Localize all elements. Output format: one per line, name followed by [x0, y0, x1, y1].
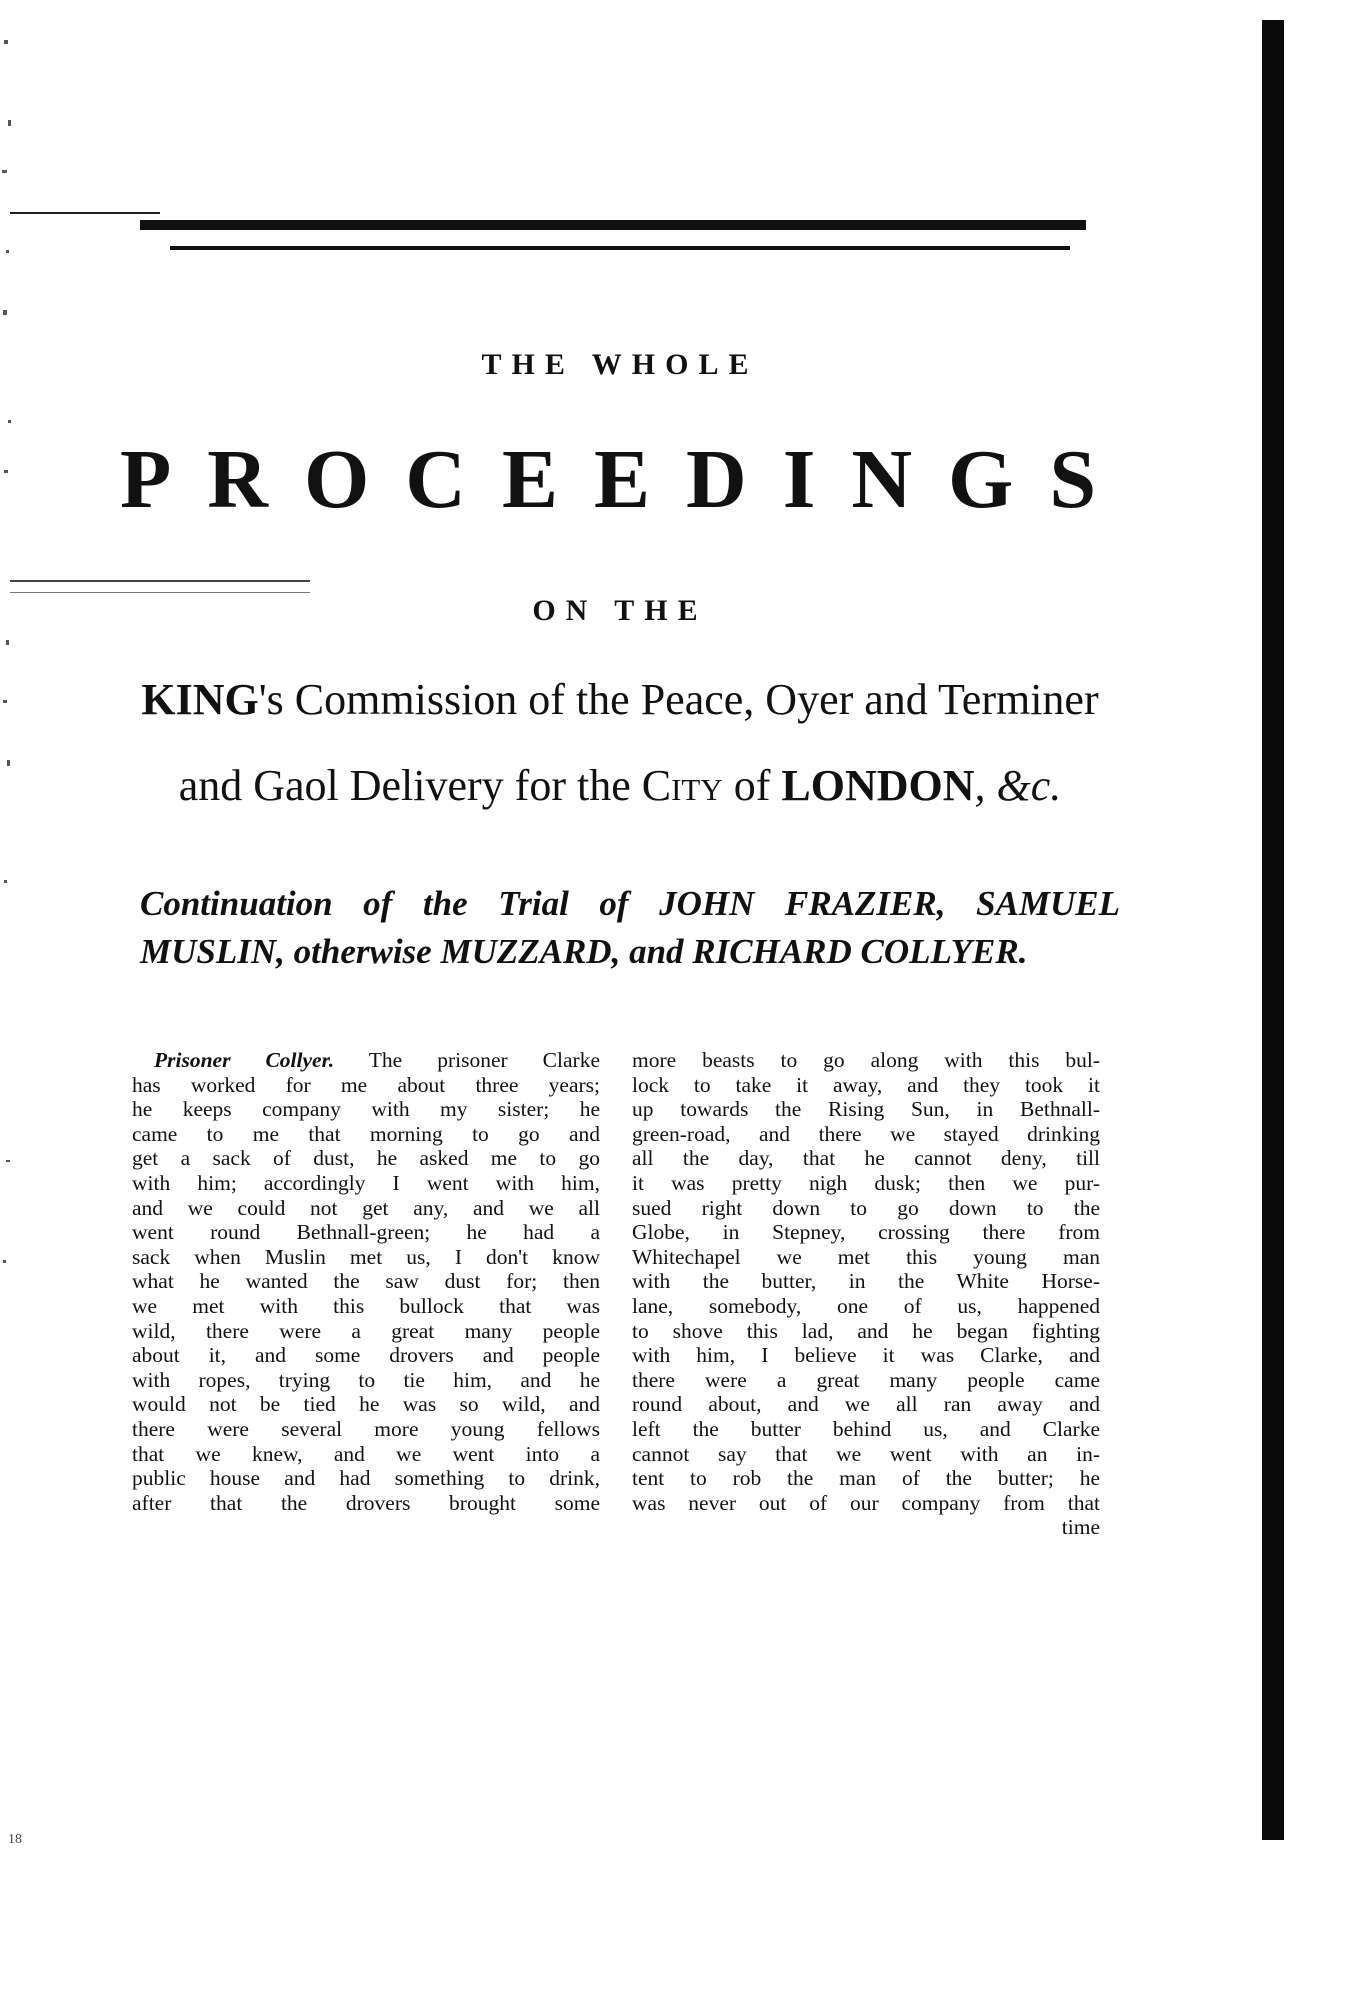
binding-shadow-bar [1262, 20, 1284, 1840]
column-line: sack when Muslin met us, I don't know [132, 1244, 600, 1269]
column-line: he keeps company with my sister; he [132, 1097, 600, 1122]
column-line: would not be tied he was so wild, and [132, 1392, 600, 1417]
text-column-left [132, 1048, 600, 1515]
column-line: up towards the Rising Sun, in Bethnall- [632, 1097, 1100, 1122]
commission-text: of [722, 761, 782, 810]
column-line: and we could not get any, and we all [132, 1195, 600, 1220]
column-line: that we knew, and we went into a [132, 1441, 600, 1466]
column-line: with him; accordingly I went with him, [132, 1170, 600, 1195]
column-line: round about, and we all ran away and [632, 1392, 1100, 1417]
commission-line-2 [120, 758, 1120, 814]
column-line: Globe, in Stepney, crossing there from [632, 1220, 1100, 1245]
column-line: lock to take it away, and they took it [632, 1072, 1100, 1097]
column-line: with the butter, in the White Horse- [632, 1269, 1100, 1294]
column-line: left the butter behind us, and Clarke [632, 1416, 1100, 1441]
column-line [132, 1048, 600, 1073]
commission-text: 's Commission of the Peace, Oyer and Terminer [258, 675, 1099, 724]
column-line: went round Bethnall-green; he had a [132, 1220, 600, 1245]
column-line: wild, there were a great many people [132, 1318, 600, 1343]
column-line: came to me that morning to go and [132, 1121, 600, 1146]
column-line: we met with this bullock that was [132, 1293, 600, 1318]
commission-text: and Gaol Delivery for the [178, 761, 642, 810]
column-line: green-road, and there we stayed drinking [632, 1121, 1100, 1146]
top-thick-rule [140, 220, 1086, 230]
column-line: about it, and some drovers and people [132, 1343, 600, 1368]
title-proceedings: PROCEEDINGS [120, 433, 1133, 526]
title-line-the-whole: THE WHOLE [481, 348, 759, 381]
top-thin-rule [170, 246, 1070, 250]
column-line: after that the drovers brought some [132, 1490, 600, 1515]
column-line: what he wanted the saw dust for; then [132, 1269, 600, 1294]
scan-edge-specks [0, 0, 30, 2000]
speaker-label: Prisoner Collyer. [154, 1048, 335, 1072]
column-line-text: The prisoner Clarke [334, 1048, 600, 1072]
column-line: it was pretty nigh dusk; then we pur- [632, 1170, 1100, 1195]
left-margin-rule [10, 212, 160, 214]
catchword: time [1061, 1515, 1100, 1540]
text-column-right [632, 1048, 1100, 1540]
column-line: was never out of our company from that [632, 1490, 1100, 1515]
commission-london: LONDON [781, 761, 975, 810]
commission-etc: , &c. [974, 761, 1062, 810]
column-line: Whitechapel we met this young man [632, 1244, 1100, 1269]
left-margin-rule [10, 580, 310, 582]
column-line: cannot say that we went with an in- [632, 1441, 1100, 1466]
column-line: all the day, that he cannot deny, till [632, 1146, 1100, 1171]
column-line: there were several more young fellows [132, 1416, 600, 1441]
column-line: tent to rob the man of the butter; he [632, 1466, 1100, 1491]
column-line: sued right down to go down to the [632, 1195, 1100, 1220]
margin-mark: 18 [8, 1832, 22, 1847]
column-line: with ropes, trying to tie him, and he [132, 1367, 600, 1392]
column-line: lane, somebody, one of us, happened [632, 1293, 1100, 1318]
commission-king: KING [141, 675, 259, 724]
commission-city: City [641, 761, 723, 810]
column-line: to shove this lad, and he began fighting [632, 1318, 1100, 1343]
column-line: get a sack of dust, he asked me to go [132, 1146, 600, 1171]
trial-title-line: MUSLIN, otherwise MUZZARD, and RICHARD COLLYER. [140, 932, 1028, 971]
trial-title [140, 880, 1120, 976]
trial-title-line: Continuation of the Trial of JOHN FRAZIER, SAMUEL [140, 884, 1120, 923]
left-margin-rule [10, 592, 310, 593]
column-line: has worked for me about three years; [132, 1072, 600, 1097]
title-line-on-the: ON THE [532, 594, 708, 627]
column-line: more beasts to go along with this bul- [632, 1048, 1100, 1072]
column-line: with him, I believe it was Clarke, and [632, 1343, 1100, 1368]
commission-line-1 [120, 672, 1120, 728]
column-line: there were a great many people came [632, 1367, 1100, 1392]
column-line: public house and had something to drink, [132, 1466, 600, 1491]
